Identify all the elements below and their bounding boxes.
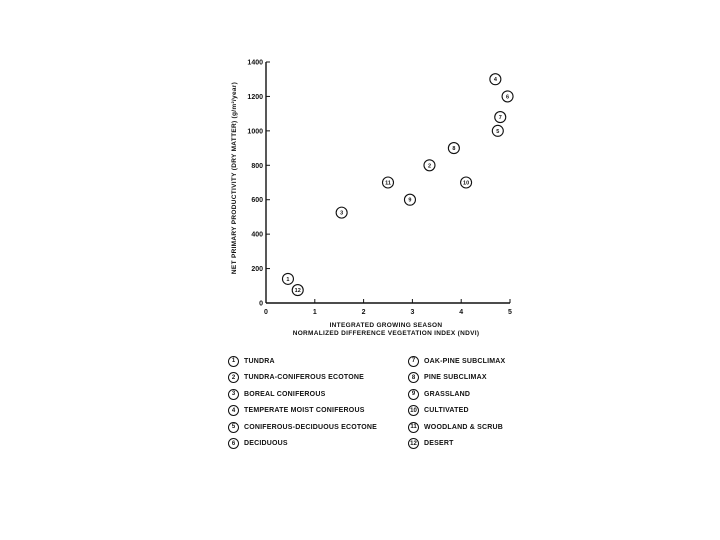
legend-item xyxy=(228,354,275,368)
legend-label: WOODLAND & SCRUB xyxy=(424,423,504,431)
legend-label: GRASSLAND xyxy=(424,390,471,398)
y-tick-label: 200 xyxy=(251,266,263,274)
legend-number: 12 xyxy=(408,438,419,449)
legend-number: 2 xyxy=(228,372,239,383)
x-tick-label: 4 xyxy=(459,309,464,316)
data-point xyxy=(282,273,293,284)
data-point xyxy=(495,112,506,123)
legend-number: 4 xyxy=(228,405,239,416)
data-points xyxy=(282,74,513,296)
legend-label: BOREAL CONIFEROUS xyxy=(244,390,326,398)
data-point xyxy=(502,91,513,102)
y-tick-label: 800 xyxy=(251,162,263,170)
legend-number: 3 xyxy=(228,389,239,400)
data-point-label: 2 xyxy=(427,163,432,170)
x-tick-label: 5 xyxy=(508,309,512,316)
y-axis-label: NET PRIMARY PRODUCTIVITY (DRY MATTER) (g/m²/year) xyxy=(231,81,238,275)
data-point-label: 5 xyxy=(496,128,500,135)
y-tick-label: 400 xyxy=(251,231,263,239)
data-point-label: 9 xyxy=(408,197,412,204)
data-point xyxy=(424,160,435,171)
legend-number: 6 xyxy=(228,438,239,449)
legend-label: TEMPERATE MOIST CONIFEROUS xyxy=(244,407,365,414)
data-point-label: 3 xyxy=(340,210,344,217)
legend-number: 8 xyxy=(408,372,419,383)
y-tick-label: 1000 xyxy=(247,128,263,136)
legend-item xyxy=(408,437,454,451)
legend-label: PINE SUBCLIMAX xyxy=(424,374,487,381)
x-tick-label: 0 xyxy=(264,309,268,316)
legend-item xyxy=(408,354,505,368)
data-point-label: 11 xyxy=(385,180,391,187)
legend-item xyxy=(408,387,470,401)
data-point-label: 6 xyxy=(506,94,510,101)
data-point-label: 8 xyxy=(452,146,456,153)
legend-item xyxy=(228,437,288,451)
data-point-label: 1 xyxy=(286,276,290,283)
data-point xyxy=(448,143,459,154)
data-point xyxy=(404,194,415,205)
legend-item xyxy=(228,404,365,418)
data-point xyxy=(461,177,472,188)
data-point xyxy=(336,207,347,218)
x-axis-label-line1: INTEGRATED GROWING SEASON xyxy=(329,322,443,329)
y-tick-label: 1400 xyxy=(247,59,263,67)
data-point xyxy=(292,285,303,296)
legend-label: TUNDRA-CONIFEROUS ECOTONE xyxy=(244,374,364,381)
y-tick-label: 1200 xyxy=(247,93,263,101)
legend-number: 11 xyxy=(408,422,419,433)
legend-item xyxy=(408,404,469,418)
data-point-label: 7 xyxy=(498,115,502,122)
legend-number: 9 xyxy=(408,389,419,400)
data-point-label: 10 xyxy=(463,180,470,187)
legend-number: 5 xyxy=(228,422,239,433)
y-tick-label: 0 xyxy=(259,300,263,308)
legend-number: 10 xyxy=(408,405,419,416)
legend-item xyxy=(408,371,487,385)
legend-label: TUNDRA xyxy=(244,357,275,365)
data-point-label: 12 xyxy=(294,288,301,295)
legend-number: 7 xyxy=(408,356,419,367)
legend-item xyxy=(228,420,377,434)
x-axis-label-line2: NORMALIZED DIFFERENCE VEGETATION INDEX (NDVI) xyxy=(292,330,480,337)
legend-label: CONIFEROUS-DECIDUOUS ECOTONE xyxy=(244,423,378,431)
y-tick-label: 600 xyxy=(251,197,263,205)
legend-number: 1 xyxy=(228,356,239,367)
x-tick-label: 2 xyxy=(361,309,366,316)
legend-label: DECIDUOUS xyxy=(244,440,288,447)
x-tick-label: 3 xyxy=(410,309,415,316)
legend-label: OAK-PINE SUBCLIMAX xyxy=(424,357,506,365)
data-point xyxy=(492,125,503,136)
legend-item xyxy=(228,387,325,401)
legend-item xyxy=(408,420,503,434)
legend-label: CULTIVATED xyxy=(424,407,469,414)
x-tick-label: 1 xyxy=(312,309,317,316)
data-point xyxy=(383,177,394,188)
legend-label: DESERT xyxy=(424,440,454,447)
data-point-label: 4 xyxy=(493,77,497,84)
legend-item xyxy=(228,371,364,385)
data-point xyxy=(490,74,501,85)
